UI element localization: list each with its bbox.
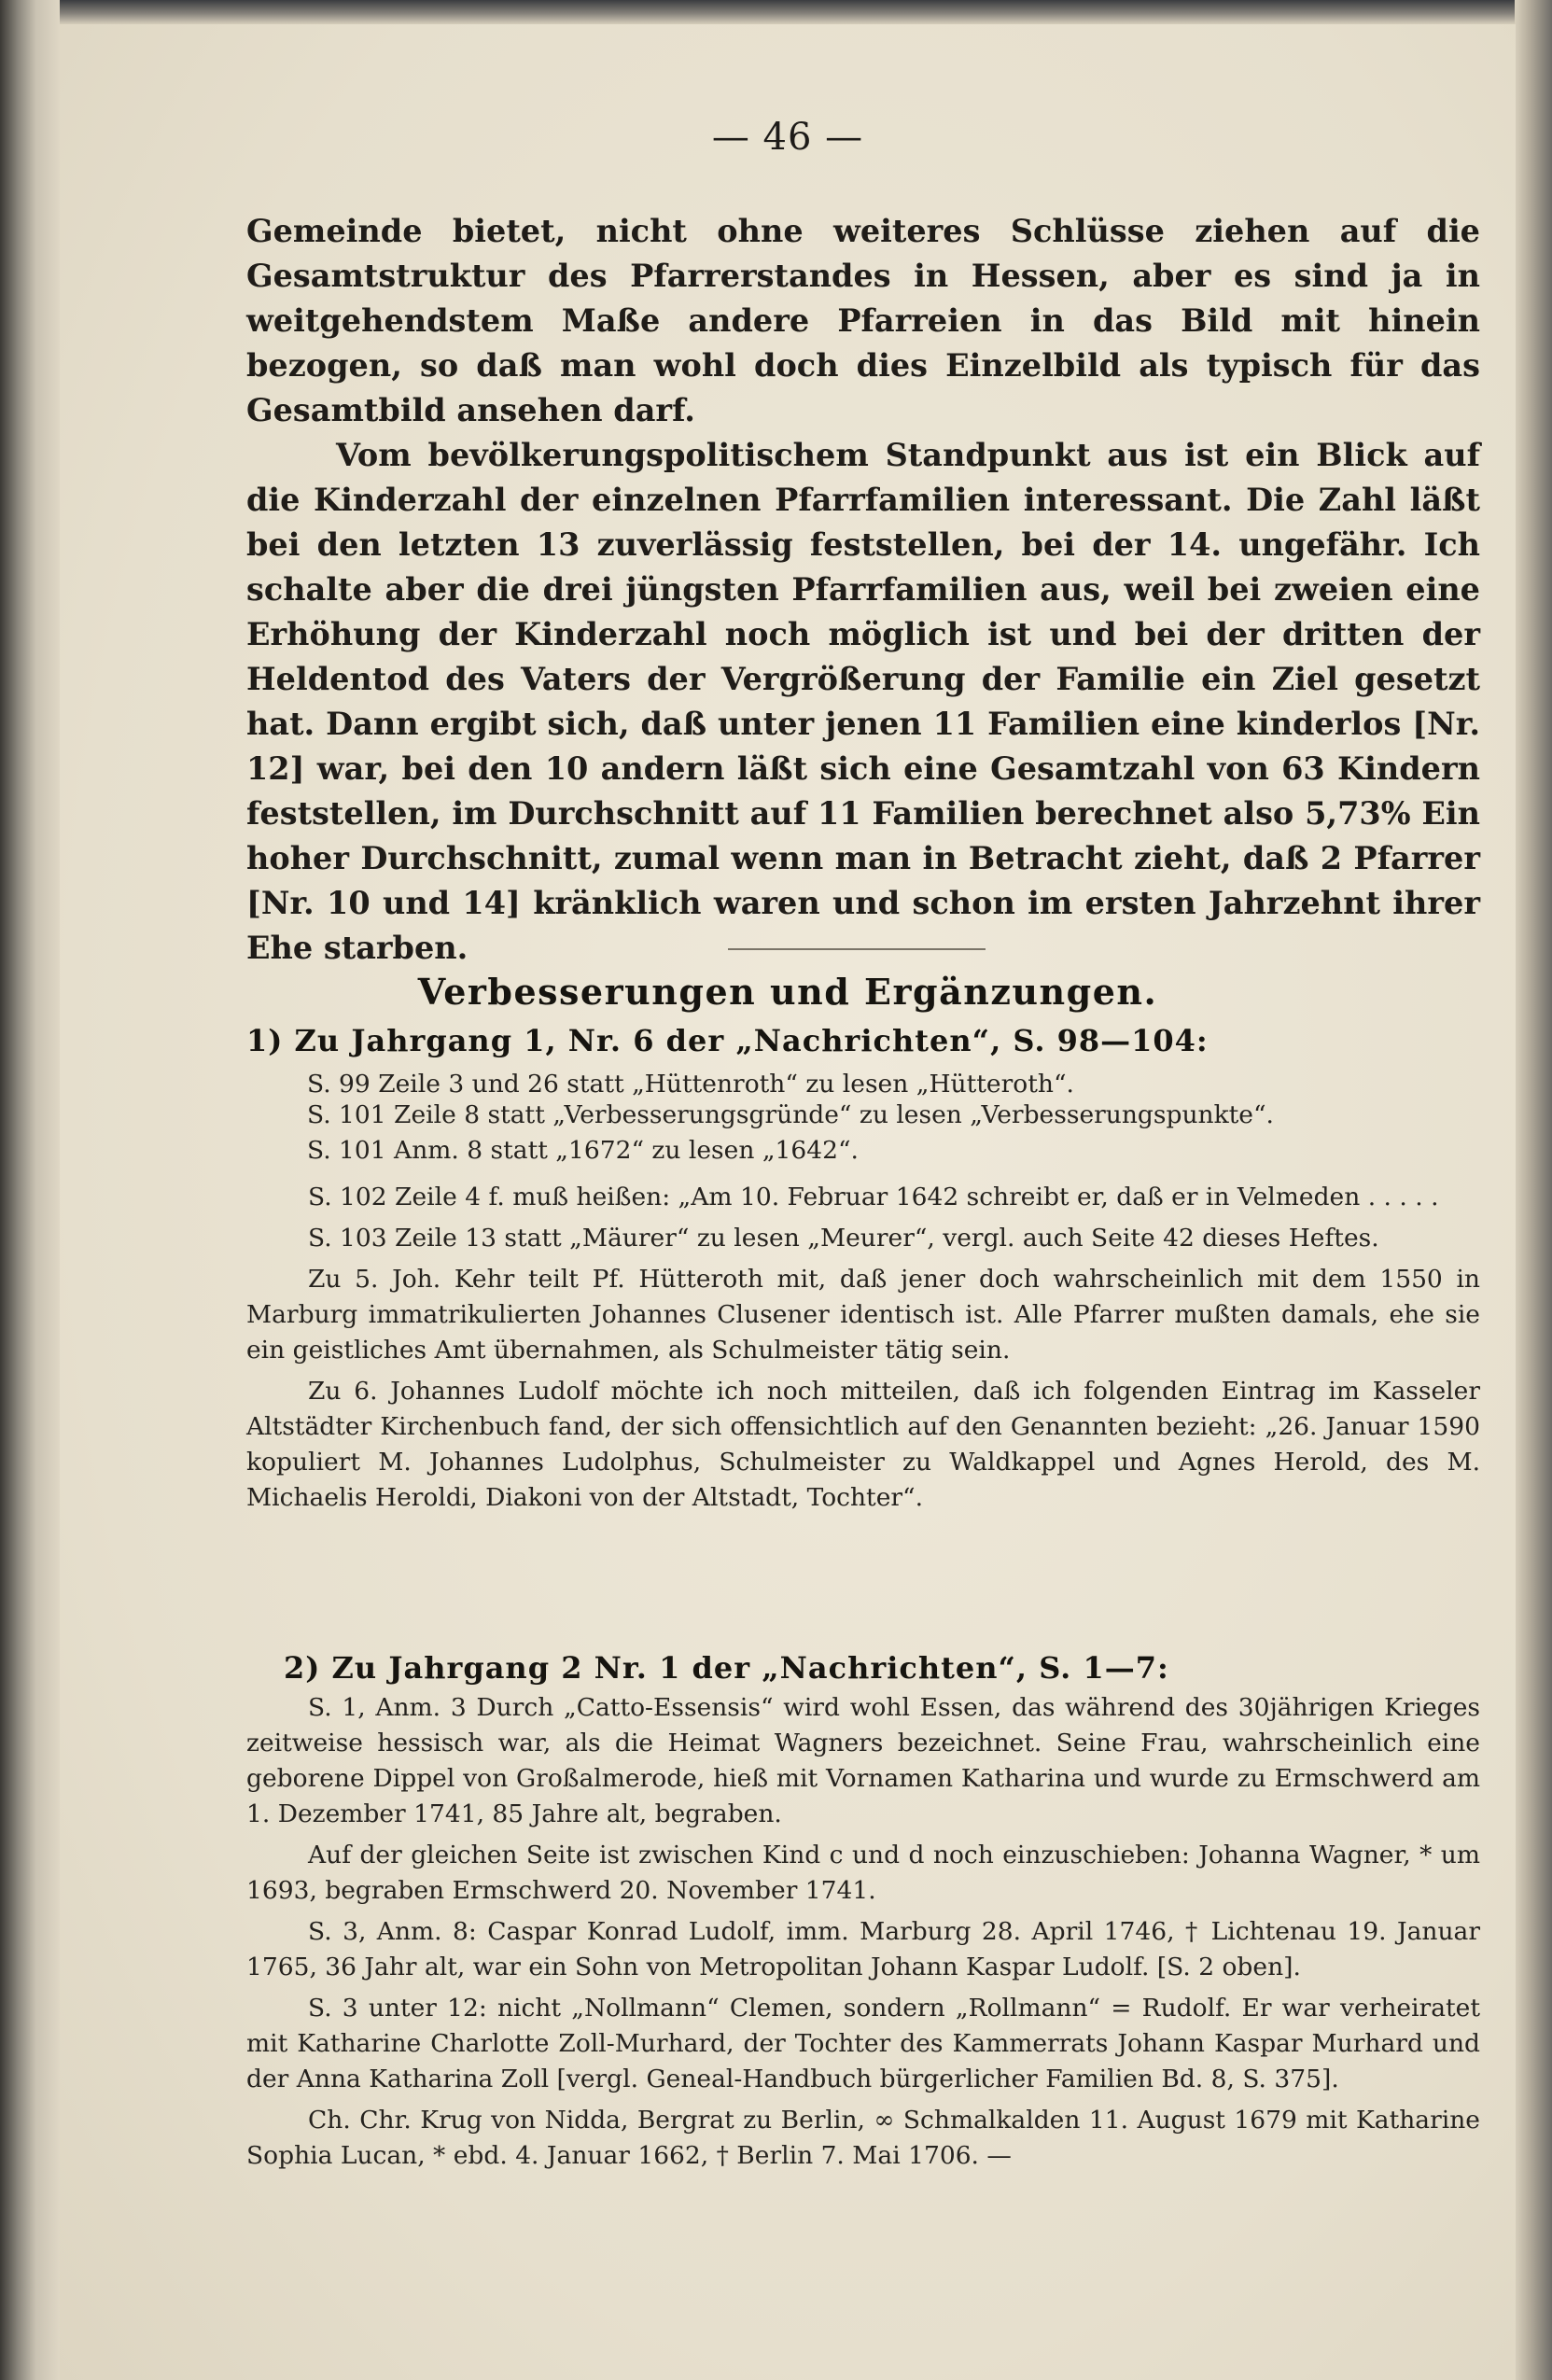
page-number: — 46 — <box>711 116 864 159</box>
section-2-heading: 2) Zu Jahrgang 2 Nr. 1 der „Nachrichten“, S. 1—7: <box>284 1650 1169 1686</box>
intro-paragraph-2: Vom bevölkerungspolitischem Standpunkt aus ist ein Blick auf die Kinderzahl der einzelnen Pfarrfamilien interessant. Die Zahl läßt bei den letzten 13 zuverlässig feststellen, bei der 14. ungefähr. Ich schalte aber die drei jüngsten Pfarrfamilien aus, weil bei zweien eine Erhöhung der Kinderzahl noch möglich ist und bei der dritten der Heldentod des Vaters der Vergrößerung der Familie ein Ziel gesetzt hat. Dann ergibt sich, daß unter jenen 11 Familien eine kinderlos [Nr. 12] war, bei den 10 andern läßt sich eine Gesamtzahl von 63 Kindern feststellen, im Durchschnitt auf 11 Familien berechnet also 5,73% Ein hoher Durchschnitt, zumal wenn man in Betracht zieht, daß 2 Pfarrer [Nr. 10 und 14] kränklich waren und schon im ersten Jahrzehnt ihrer Ehe starben. <box>246 437 1480 966</box>
book-top-edge <box>60 0 1552 24</box>
book-page-edges <box>1515 0 1552 2380</box>
section-2-paragraphs <box>246 1690 1480 2174</box>
correction-line-4: S. 102 Zeile 4 f. muß heißen: „Am 10. Februar 1642 schreibt er, daß er in Velmeden . . . . . <box>308 1183 1439 1211</box>
book-spine-shadow <box>0 0 60 2380</box>
section-1-paragraphs <box>246 1180 1480 1516</box>
intro-paragraph-1: Gemeinde bietet, nicht ohne weiteres Schlüsse ziehen auf die Gesamtstruktur des Pfarrerstandes in Hessen, aber es sind ja in weitgehendstem Maße andere Pfarreien in das Bild mit hinein bezogen, so daß man wohl doch dies Einzelbild als typisch für das Gesamtbild ansehen darf. <box>246 213 1480 428</box>
section-1-heading: 1) Zu Jahrgang 1, Nr. 6 der „Nachrichten“, S. 98—104: <box>246 1023 1209 1058</box>
section-separator <box>728 948 986 950</box>
correction-line-5: S. 103 Zeile 13 statt „Mäurer“ zu lesen „Meurer“, vergl. auch Seite 42 dieses Heftes. <box>308 1224 1379 1253</box>
correction-paragraph-kehr: Zu 5. Joh. Kehr teilt Pf. Hütteroth mit, daß jener doch wahrscheinlich mit dem 1550 in Marburg immatrikulierten Johannes Clusener identisch ist. Alle Pfarrer mußten damals, ehe sie ein geistliches Amt übernahmen, als Schulmeister tätig sein. <box>246 1265 1480 1365</box>
correction-line: S. 101 Anm. 8 statt „1672“ zu lesen „1642“. <box>307 1136 859 1165</box>
correction-paragraph-johanna: Auf der gleichen Seite ist zwischen Kind c und d noch einzuschieben: Johanna Wagner, * um 1693, begraben Ermschwerd 20. November 1741. <box>246 1841 1480 1905</box>
correction-paragraph-caspar: S. 3, Anm. 8: Caspar Konrad Ludolf, imm. Marburg 28. April 1746, † Lichtenau 19. Januar 1765, 36 Jahr alt, war ein Sohn von Metropolitan Johann Kaspar Ludolf. [S. 2 oben]. <box>246 1917 1480 1981</box>
correction-line: S. 99 Zeile 3 und 26 statt „Hüttenroth“ zu lesen „Hütteroth“. <box>307 1070 1074 1099</box>
correction-paragraph-krug: Ch. Chr. Krug von Nidda, Bergrat zu Berlin, ∞ Schmalkalden 11. August 1679 mit Katharine Sophia Lucan, * ebd. 4. Januar 1662, † Berlin 7. Mai 1706. — <box>246 2106 1480 2170</box>
section-1-line-block <box>307 1098 1480 1169</box>
correction-paragraph-ludolf: Zu 6. Johannes Ludolf möchte ich noch mitteilen, daß ich folgenden Eintrag im Kasseler Altstädter Kirchenbuch fand, der sich offensichtlich auf den Genannten bezieht: „26. Januar 1590 kopuliert M. Johannes Ludolphus, Schulmeister zu Waldkappel und Agnes Herold, des M. Michaelis Heroldi, Diakoni von der Altstadt, Tochter“. <box>246 1377 1480 1512</box>
correction-paragraph-rollmann: S. 3 unter 12: nicht „Nollmann“ Clemen, sondern „Rollmann“ = Rudolf. Er war verheiratet mit Katharine Charlotte Zoll-Murhard, der Tochter des Kammerrats Johann Kaspar Murhard und der Anna Katharina Zoll [vergl. Geneal-Handbuch bürgerlicher Familien Bd. 8, S. 375]. <box>246 1994 1480 2093</box>
corrections-heading: Verbesserungen und Ergänzungen. <box>417 971 1158 1013</box>
correction-paragraph-wagner: S. 1, Anm. 3 Durch „Catto-Essensis“ wird wohl Essen, das während des 30jährigen Krieges zeitweise hessisch war, als die Heimat Wagners bezeichnet. Seine Frau, wahrscheinlich eine geborene Dippel von Großalmerode, hieß mit Vornamen Katharina und wurde zu Ermschwerd am 1. Dezember 1741, 85 Jahre alt, begraben. <box>246 1693 1480 1828</box>
book-page <box>60 24 1516 2380</box>
correction-line: S. 101 Zeile 8 statt „Verbesserungsgründe“ zu lesen „Verbesserungspunkte“. <box>307 1100 1274 1129</box>
